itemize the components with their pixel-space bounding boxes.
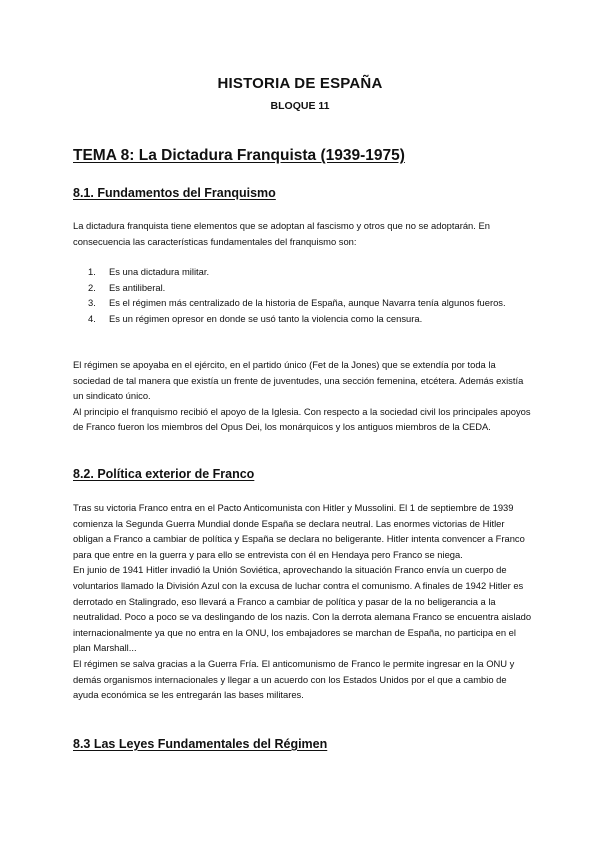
paragraph: Al principio el franquismo recibió el apoyo de la Iglesia. Con respecto a la sociedad civil los principales apoyos de Franco fueron los miembros del Opus Dei, los monárquicos y los antiguos miembros de la CEDA. <box>73 405 531 433</box>
section-heading-8-2: 8.2. Política exterior de Franco <box>73 467 255 481</box>
section-8-1-body <box>73 357 533 435</box>
paragraph: Tras su victoria Franco entra en el Pacto Anticomunista con Hitler y Mussolini. El 1 de septiembre de 1939 comienza la Segunda Guerra Mundial donde España se declara neutral. Las enormes victorias de Hitler obligan a Franco a cambiar de política y España se declara no beligerante. Hitler intenta convencer a Franco para que entre en la guerra y para ello se entrevista con él en Hendaya pero Franco se niega. <box>73 502 525 560</box>
document-title: HISTORIA DE ESPAÑA <box>217 75 383 92</box>
list-number: 1. <box>88 266 96 277</box>
paragraph: La dictadura franquista tiene elementos que se adoptan al fascismo y otros que no se adoptarán. En consecuencia las características fundamentales del franquismo son: <box>73 220 490 247</box>
list-item <box>88 311 518 327</box>
document-subtitle: BLOQUE 11 <box>270 100 330 112</box>
list-number: 2. <box>88 281 96 293</box>
section-heading-8-1: 8.1. Fundamentos del Franquismo <box>73 186 276 200</box>
list-item-text: Es antiliberal. <box>109 281 166 293</box>
section-8-2-body <box>73 500 533 703</box>
list-number: 3. <box>88 297 96 309</box>
paragraph: El régimen se apoyaba en el ejército, en el partido único (Fet de la Jones) que se extendía por toda la sociedad de tal manera que existía un frente de juventudes, una sección femenina, etcétera. Además existía un sindicato único. <box>73 359 524 402</box>
paragraph: El régimen se salva gracias a la Guerra Fría. El anticomunismo de Franco le permite ingresar en la ONU y demás organismos internacionales y llegar a un acuerdo con los Estados Unidos por el que a cambio de ayuda económica se les entregarán las bases militares. <box>73 657 515 701</box>
list-item <box>88 280 518 296</box>
section-heading-8-3: 8.3 Las Leyes Fundamentales del Régimen <box>73 737 328 751</box>
list-number: 4. <box>88 312 96 324</box>
section-8-1-intro <box>73 218 533 249</box>
tema-heading: TEMA 8: La Dictadura Franquista (1939-1975) <box>73 147 405 164</box>
paragraph: En junio de 1941 Hitler invadió la Unión Soviética, aprovechando la situación Franco envía un cuerpo de voluntarios llamado la División Azul con la excusa de luchar contra el comunismo. A finales de 1942 Hitler es derrotado en Stalingrado, eso llevará a Franco a cambiar de política y pasar de la no beligerancia a la neutralidad. Poco a poco se va deslingando de los nazis. Con la derrota alemana Franco se encuentra aislado internacionalmente ya que no entra en la ONU, los embajadores se marchan de España, no participa en el plan Marshall... <box>73 564 532 654</box>
list-item-text: Es un régimen opresor en donde se usó tanto la violencia como la censura. <box>109 312 423 324</box>
list-item <box>88 295 518 311</box>
list-item-text: Es una dictadura militar. <box>109 266 210 277</box>
list-item-text: Es el régimen más centralizado de la historia de España, aunque Navarra tenía algunos fueros. <box>109 297 506 309</box>
characteristics-list <box>88 264 518 326</box>
list-item <box>88 264 518 280</box>
